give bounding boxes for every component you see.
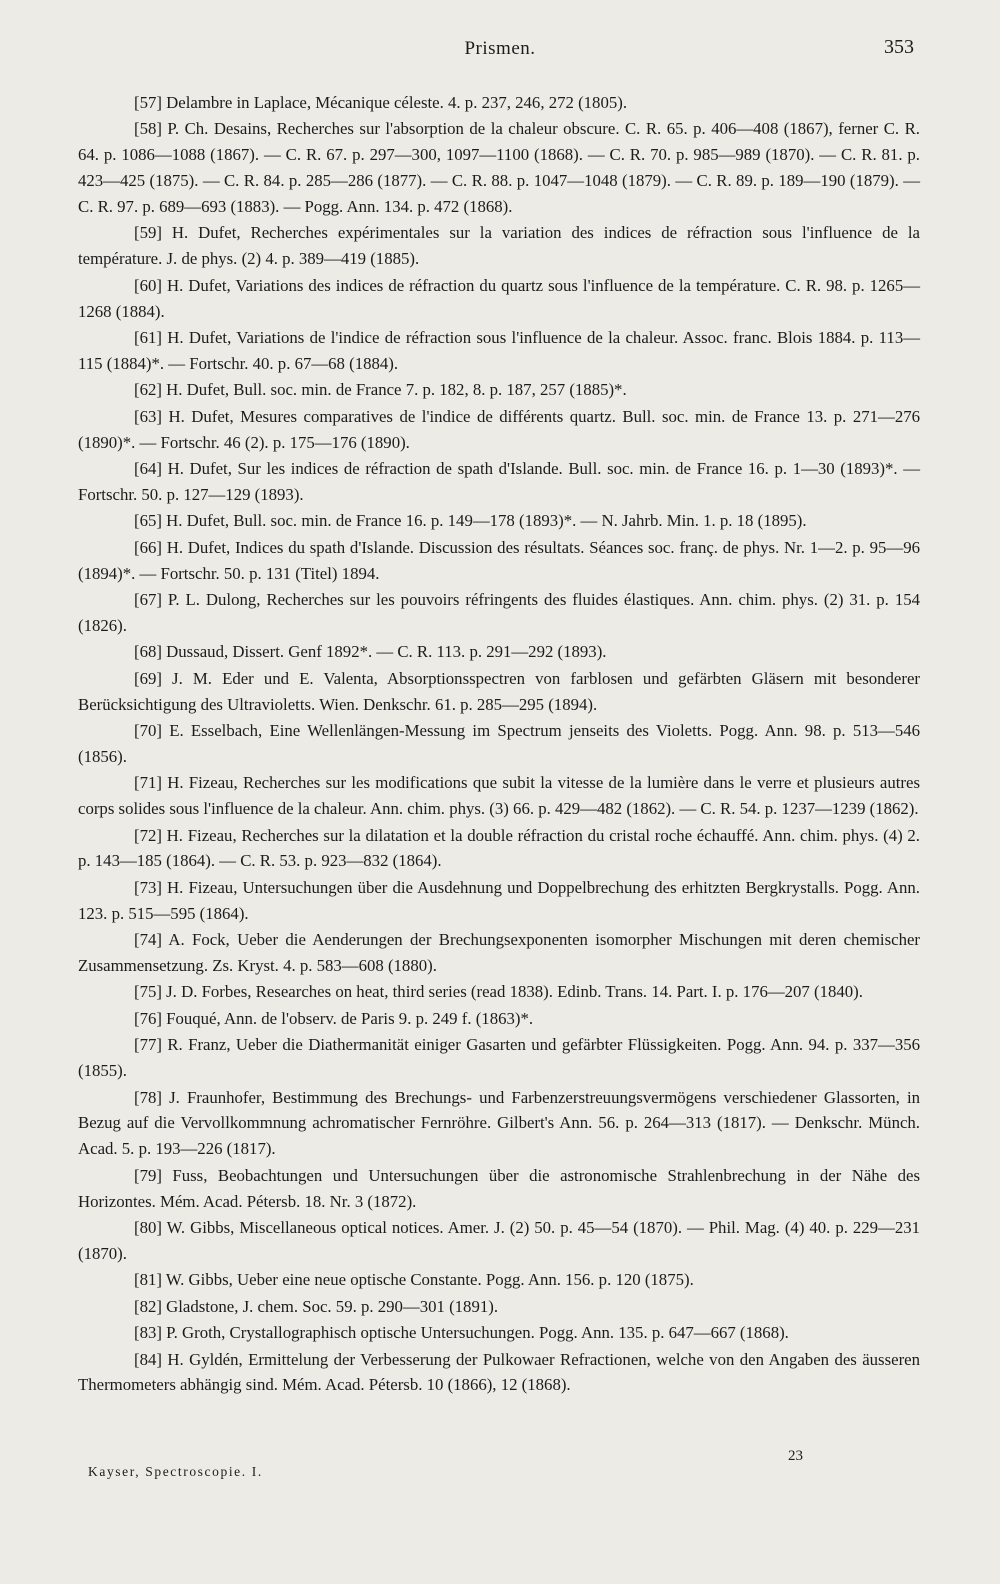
bibliography-entry: [69] J. M. Eder und E. Valenta, Absorptionsspectren von farblosen und gefärbten Gläsern mit besonderer Berücksichtigung des Ultravioletts. Wien. Denkschr. 61. p. 285—295 (1894). xyxy=(78,668,920,714)
page-number: 353 xyxy=(884,36,914,58)
bibliography-entry: [81] W. Gibbs, Ueber eine neue optische Constante. Pogg. Ann. 156. p. 120 (1875). xyxy=(134,1270,694,1290)
running-title: Prismen. xyxy=(464,38,536,59)
footer-signature: Kayser, Spectroscopie. I. xyxy=(88,1464,263,1479)
bibliography-entry: [68] Dussaud, Dissert. Genf 1892*. — C. R. 113. p. 291—292 (1893). xyxy=(134,642,607,662)
bibliography-entry: [64] H. Dufet, Sur les indices de réfraction de spath d'Islande. Bull. soc. min. de France 16. p. 1—30 (1893)*. — Fortschr. 50. p. 127—129 (1893). xyxy=(78,458,920,504)
bibliography-entry: [57] Delambre in Laplace, Mécanique céleste. 4. p. 237, 246, 272 (1805). xyxy=(134,93,628,112)
bibliography-entry: [72] H. Fizeau, Recherches sur la dilatation et la double réfraction du cristal roche échauffé. Ann. chim. phys. (4) 2. p. 143—185 (1864). — C. R. 53. p. 923—832 (1864). xyxy=(78,825,920,871)
bibliography-entry: [77] R. Franz, Ueber die Diathermanität einiger Gasarten und gefärbter Flüssigkeiten. Pogg. Ann. 94. p. 337—356 (1855). xyxy=(78,1035,920,1081)
bibliography-entry: [61] H. Dufet, Variations de l'indice de réfraction sous l'influence de la chaleur. Assoc. franc. Blois 1884. p. 113—115 (1884)*. — Fortschr. 40. p. 67—68 (1884). xyxy=(78,327,920,373)
bibliography-entry: [80] W. Gibbs, Miscellaneous optical notices. Amer. J. (2) 50. p. 45—54 (1870). — Phil. Mag. (4) 40. p. 229—231 (1870). xyxy=(78,1217,920,1263)
bibliography-entry: [58] P. Ch. Desains, Recherches sur l'absorption de la chaleur obscure. C. R. 65. p. 406—408 (1867), ferner C. R. 64. p. 1086—1088 (1867). — C. R. 67. p. 297—300, 1097—1100 (1868). — C. R. 70. p. 985—989 (1870). — C. R. 81. p. 423—425 (1875). — C. R. 84. p. 285—286 (1877). — C. R. 88. p. 1047—1048 (1879). — C. R. 89. p. 189—190 (1879). — C. R. 97. p. 689—693 (1883). — Pogg. Ann. 134. p. 472 (1868). xyxy=(78,119,920,216)
bibliography-entry: [76] Fouqué, Ann. de l'observ. de Paris 9. p. 249 f. (1863)*. xyxy=(134,1008,534,1028)
bibliography-entry: [66] H. Dufet, Indices du spath d'Islande. Discussion des résultats. Séances soc. franç. de phys. Nr. 1—2. p. 95—96 (1894)*. — Fortschr. 50. p. 131 (Titel) 1894. xyxy=(78,537,920,583)
bibliography-entry: [65] H. Dufet, Bull. soc. min. de France 16. p. 149—178 (1893)*. — N. Jahrb. Min. 1. p. 18 (1895). xyxy=(134,511,807,531)
bibliography-entry: [83] P. Groth, Crystallographisch optische Untersuchungen. Pogg. Ann. 135. p. 647—667 (1868). xyxy=(134,1323,789,1343)
bibliography-entry: [60] H. Dufet, Variations des indices de réfraction du quartz sous l'influence de la température. C. R. 98. p. 1265—1268 (1884). xyxy=(78,275,920,321)
bibliography-entry: [75] J. D. Forbes, Researches on heat, third series (read 1838). Edinb. Trans. 14. Part. I. p. 176—207 (1840). xyxy=(134,982,863,1002)
bibliography-entry: [59] H. Dufet, Recherches expérimentales sur la variation des indices de réfraction sous l'influence de la température. J. de phys. (2) 4. p. 389—419 (1885). xyxy=(78,223,920,269)
bibliography-entry: [62] H. Dufet, Bull. soc. min. de France 7. p. 182, 8. p. 187, 257 (1885)*. xyxy=(134,380,627,400)
bibliography-entry: [84] H. Gyldén, Ermittelung der Verbesserung der Pulkowaer Refractionen, welche von den Angaben des äusseren Thermometers abhängig sind. Mém. Acad. Pétersb. 10 (1866), 12 (1868). xyxy=(78,1349,920,1395)
bibliography-entry: [70] E. Esselbach, Eine Wellenlängen-Messung im Spectrum jenseits des Violetts. Pogg. Ann. 98. p. 513—546 (1856). xyxy=(78,720,920,766)
bibliography-entry: [73] H. Fizeau, Untersuchungen über die Ausdehnung und Doppelbrechung des erhitzten Bergkrystalls. Pogg. Ann. 123. p. 515—595 (1864). xyxy=(78,877,920,923)
bibliography-entry: [67] P. L. Dulong, Recherches sur les pouvoirs réfringents des fluides élastiques. Ann. chim. phys. (2) 31. p. 154 (1826). xyxy=(78,589,920,635)
bibliography-entry: [63] H. Dufet, Mesures comparatives de l'indice de différents quartz. Bull. soc. min. de France 13. p. 271—276 (1890)*. — Fortschr. 46 (2). p. 175—176 (1890). xyxy=(78,406,920,452)
bibliography-entry: [79] Fuss, Beobachtungen und Untersuchungen über die astronomische Strahlenbrechung in der Nähe des Horizontes. Mém. Acad. Pétersb. 18. Nr. 3 (1872). xyxy=(78,1165,920,1211)
bibliography-entry: [82] Gladstone, J. chem. Soc. 59. p. 290—301 (1891). xyxy=(134,1296,499,1316)
sheet-number: 23 xyxy=(788,1448,803,1464)
bibliography-entry: [78] J. Fraunhofer, Bestimmung des Brechungs- und Farbenzerstreuungsvermögens verschiedener Glassorten, in Bezug auf die Vervollkommnung achromatischer Fernröhre. Gilbert's Ann. 56. p. 264—313 (1817). — Denkschr. Münch. Acad. 5. p. 193—226 (1817). xyxy=(78,1087,920,1159)
bibliography-entry: [74] A. Fock, Ueber die Aenderungen der Brechungsexponenten isomorpher Mischungen mit deren chemischer Zusammensetzung. Zs. Kryst. 4. p. 583—608 (1880). xyxy=(78,930,920,975)
bibliography-entry: [71] H. Fizeau, Recherches sur les modifications que subit la vitesse de la lumière dans le verre et plusieurs autres corps solides sous l'influence de la chaleur. Ann. chim. phys. (3) 66. p. 429—482 (1862). — C. R. 54. p. 1237—1239 (1862). xyxy=(78,773,920,819)
bibliography-list xyxy=(78,90,920,1399)
